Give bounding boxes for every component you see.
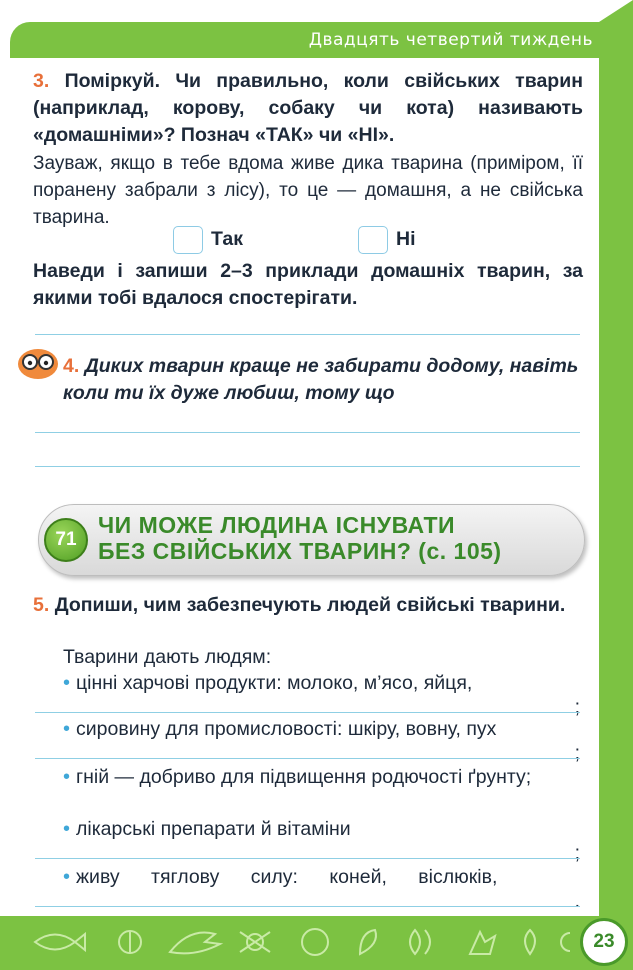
task4-text (63, 353, 583, 407)
task3-instruction: Наведи і запиши 2–3 приклади домашніх тварин, за якими тобі вдалося спостерігати. (33, 260, 583, 309)
section-title-line2: БЕЗ СВІЙСЬКИХ ТВАРИН? (с. 105) (98, 538, 502, 564)
answer-line[interactable] (35, 758, 580, 759)
task5-instruction (33, 592, 583, 619)
answer-line[interactable] (35, 858, 580, 859)
task3-number: 3. (33, 70, 50, 92)
list-item-end: ; (574, 696, 580, 718)
answer-line[interactable] (35, 906, 580, 907)
task3-options (33, 226, 583, 254)
bullet-icon: • (63, 818, 71, 840)
option-yes-label: Так (211, 228, 244, 251)
list-item-end: ; (574, 842, 580, 864)
list-item (33, 764, 583, 791)
answer-line[interactable] (35, 712, 580, 713)
answer-line[interactable] (35, 432, 580, 433)
task5-lead: Тварини дають людям: (63, 646, 272, 668)
bullet-icon: • (63, 672, 71, 694)
list-item-text: живу тяглову силу: коней, віслюків, (76, 866, 498, 888)
list-item-text: лікарські препарати й вітаміни (76, 818, 351, 840)
task5-instruction-text: Допиши, чим забезпечують людей свійські тварини. (54, 594, 566, 616)
section-badge: 71 (44, 518, 88, 562)
list-item-end: . (574, 890, 580, 912)
page-number: 23 (580, 918, 628, 966)
bullet-icon: • (63, 718, 71, 740)
list-item (63, 816, 583, 843)
list-item-text: цінні харчові продукти: молоко, м’ясо, яйця, (76, 672, 473, 694)
list-item (63, 864, 583, 891)
list-item-text: гній — добриво для підвищення родючості ґрунту; (76, 766, 532, 788)
option-no[interactable] (358, 226, 416, 254)
section-title-line1: ЧИ МОЖЕ ЛЮДИНА ІСНУВАТИ (98, 512, 456, 538)
owl-glasses-icon (16, 347, 60, 381)
answer-line[interactable] (35, 334, 580, 335)
option-no-label: Ні (396, 228, 416, 251)
task3-note: Зауваж, якщо в тебе вдома живе дика тварина (приміром, її поранену забрали з лісу), то це — домашня, а не свійська тварина. (33, 153, 583, 228)
task5-number: 5. (33, 594, 50, 616)
list-item (63, 716, 583, 743)
list-item-text: сировину для промисловості: шкіру, вовну, пух (76, 718, 497, 740)
task4-statement: Диких тварин краще не забирати додому, навіть коли ти їх дуже любиш, тому що (63, 355, 579, 404)
bullet-icon: • (63, 766, 71, 788)
task3-question (33, 68, 583, 149)
bullet-icon: • (63, 866, 71, 888)
task4-number: 4. (63, 355, 80, 377)
task3-question-text: Поміркуй. Чи правильно, коли свійських тварин (наприклад, корову, собаку чи кота) називають «домашніми»? Познач «ТАК» чи «НІ». (33, 70, 583, 146)
section-title (98, 512, 568, 564)
option-yes[interactable] (173, 226, 243, 254)
footer-nature-icons (30, 922, 570, 962)
no-checkbox[interactable] (358, 226, 388, 254)
running-header: Двадцять четвертий тиждень (308, 30, 593, 50)
answer-line[interactable] (35, 466, 580, 467)
list-item-end: ; (574, 742, 580, 764)
yes-checkbox[interactable] (173, 226, 203, 254)
list-item (63, 670, 583, 697)
